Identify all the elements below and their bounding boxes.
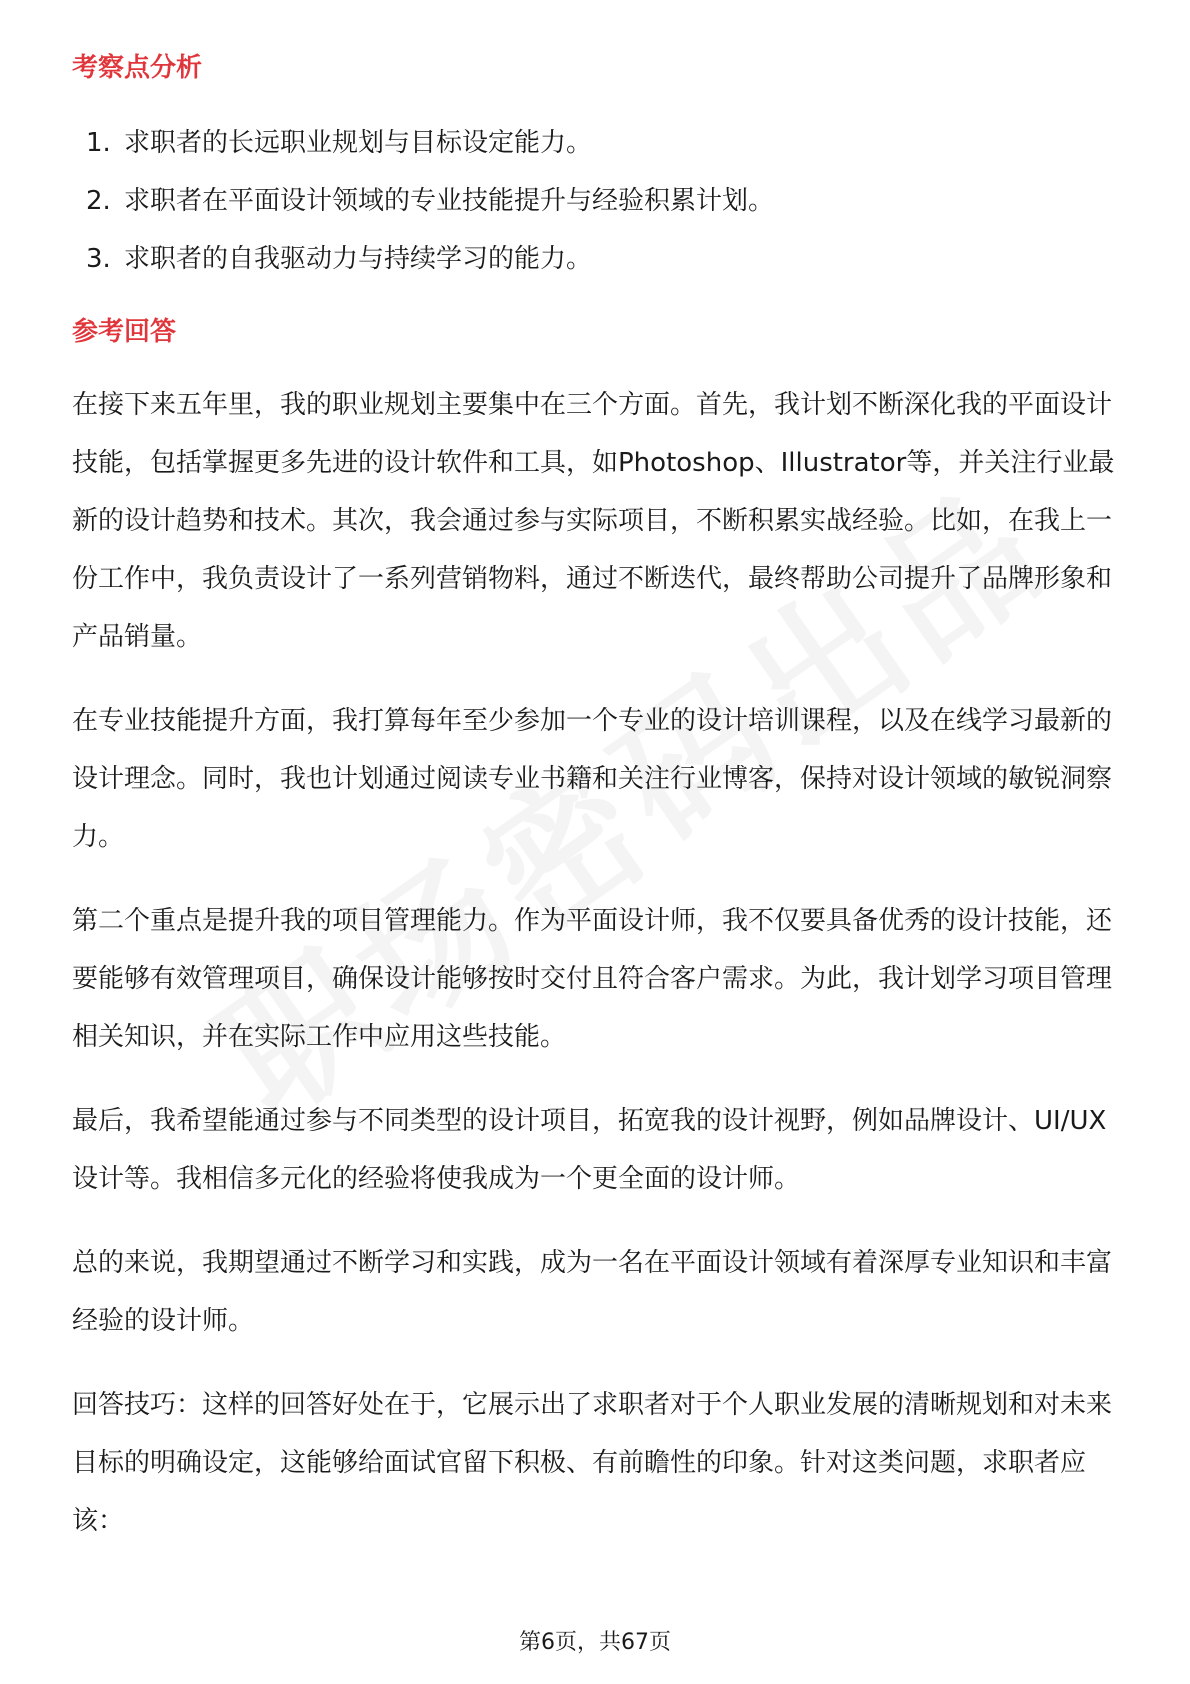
list-item <box>72 114 1122 172</box>
list-item <box>72 230 1122 288</box>
answer-paragraph-4: 最后，我希望能通过参与不同类型的设计项目，拓宽我的设计视野，例如品牌设计、UI/UX设计等。我相信多元化的经验将使我成为一个更全面的设计师。 <box>72 1106 1107 1194</box>
analysis-points-list <box>72 114 1122 288</box>
list-item-text: 求职者的自我驱动力与持续学习的能力。 <box>124 244 593 274</box>
list-item-number: 1. <box>86 128 111 158</box>
list-item-text: 求职者的长远职业规划与目标设定能力。 <box>124 128 593 158</box>
answer-heading: 参考回答 <box>72 317 177 347</box>
answer-paragraph-2: 在专业技能提升方面，我打算每年至少参加一个专业的设计培训课程，以及在线学习最新的设计理念。同时，我也计划通过阅读专业书籍和关注行业博客，保持对设计领域的敏锐洞察力。 <box>72 706 1113 852</box>
list-item <box>72 172 1122 230</box>
answer-paragraph-1: 在接下来五年里，我的职业规划主要集中在三个方面。首先，我计划不断深化我的平面设计技能，包括掌握更多先进的设计软件和工具，如Photoshop、Illustrator等，并关注行业最新的设计趋势和技术。其次，我会通过参与实际项目，不断积累实战经验。比如，在我上一份工作中，我负责设计了一系列营销物料，通过不断迭代，最终帮助公司提升了品牌形象和产品销量。 <box>72 390 1115 652</box>
list-item-number: 3. <box>86 244 111 274</box>
list-item-number: 2. <box>86 186 111 216</box>
answer-paragraph-3: 第二个重点是提升我的项目管理能力。作为平面设计师，我不仅要具备优秀的设计技能，还要能够有效管理项目，确保设计能够按时交付且符合客户需求。为此，我计划学习项目管理相关知识，并在实际工作中应用这些技能。 <box>72 906 1113 1052</box>
answer-tips-paragraph: 回答技巧：这样的回答好处在于，它展示出了求职者对于个人职业发展的清晰规划和对未来目标的明确设定，这能够给面试官留下积极、有前瞻性的印象。针对这类问题，求职者应该： <box>72 1390 1113 1536</box>
answer-paragraph-5: 总的来说，我期望通过不断学习和实践，成为一名在平面设计领域有着深厚专业知识和丰富经验的设计师。 <box>72 1248 1113 1336</box>
analysis-heading: 考察点分析 <box>72 53 203 83</box>
page-number-footer: 第6页，共67页 <box>519 1630 671 1655</box>
page-content <box>72 48 1122 1576</box>
list-item-text: 求职者在平面设计领域的专业技能提升与经验积累计划。 <box>124 186 775 216</box>
